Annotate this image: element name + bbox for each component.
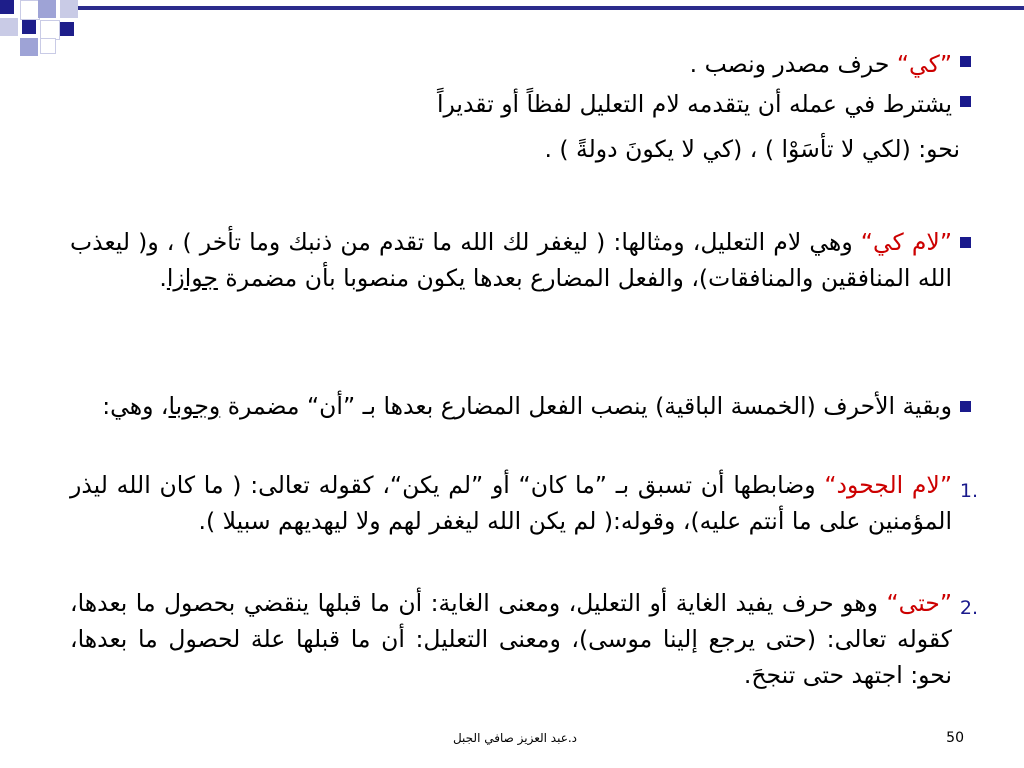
lam-kay-underlined: جوازا xyxy=(166,264,218,292)
bullet-marker xyxy=(960,237,971,248)
footer-author: د.عبد العزيز صافي الجبل xyxy=(452,731,578,745)
kay-term: ”كي“ xyxy=(896,50,952,78)
item-number: 2. xyxy=(959,597,978,619)
hatta-text: وهو حرف يفيد الغاية أو التعليل، ومعنى الغاية: أن ما قبلها ينقضي بحصول ما بعدها، كقوله تعالى: (حتى يرجع إلينا موسى)، ومعنى التعليل: أن ما قبلها علة لحصول ما بعدها، نحو: اجتهد حتى تنجحَ. xyxy=(70,589,952,689)
item-number: 1. xyxy=(959,480,978,502)
lam-kay-paragraph xyxy=(70,224,952,296)
rest-paragraph xyxy=(70,388,952,424)
rest-text: وبقية الأحرف (الخمسة الباقية) ينصب الفعل المضارع بعدها بـ ”أن“ مضمرة xyxy=(220,392,952,420)
bullet-marker xyxy=(960,401,971,412)
lam-kay-text: وهي لام التعليل، ومثالها: ( ليغفر لك الله ما تقدم من ذنبك وما تأخر ) ، و( ليعذب الله المنافقين والمنافقات)، والفعل المضارع بعدها يكون منصوبا بأن مضمرة xyxy=(70,228,952,292)
lam-kay-term: ”لام كي“ xyxy=(860,228,952,256)
condition-line: يشترط في عمله أن يتقدمه لام التعليل لفظاً أو تقديراً xyxy=(436,90,952,118)
rest-text-end: ، وهي: xyxy=(102,392,169,420)
kay-definition xyxy=(70,46,952,82)
lam-juhud-term: ”لام الجحود“ xyxy=(824,471,953,499)
bullet-marker xyxy=(960,56,971,67)
hatta-term: ”حتى“ xyxy=(886,589,952,617)
rest-underlined: وجوبا xyxy=(168,392,221,420)
hatta-item xyxy=(70,585,952,693)
lam-juhud-item xyxy=(70,467,952,539)
lam-kay-end: . xyxy=(159,264,167,292)
kay-definition-text: حرف مصدر ونصب . xyxy=(689,50,897,78)
page-number: 50 xyxy=(946,730,964,746)
example-line: نحو: (لكي لا تأسَوْا ) ، (كي لا يكونَ دولةً ) . xyxy=(544,135,960,163)
lam-juhud-text: وضابطها أن تسبق بـ ”ما كان“ أو ”لم يكن“، كقوله تعالى: ( ما كان الله ليذر المؤمنين على ما أنتم عليه)، وقوله:( لم يكن الله ليغفر لهم ولا ليهديهم سبيلا ). xyxy=(70,471,952,535)
bullet-marker xyxy=(960,96,971,107)
